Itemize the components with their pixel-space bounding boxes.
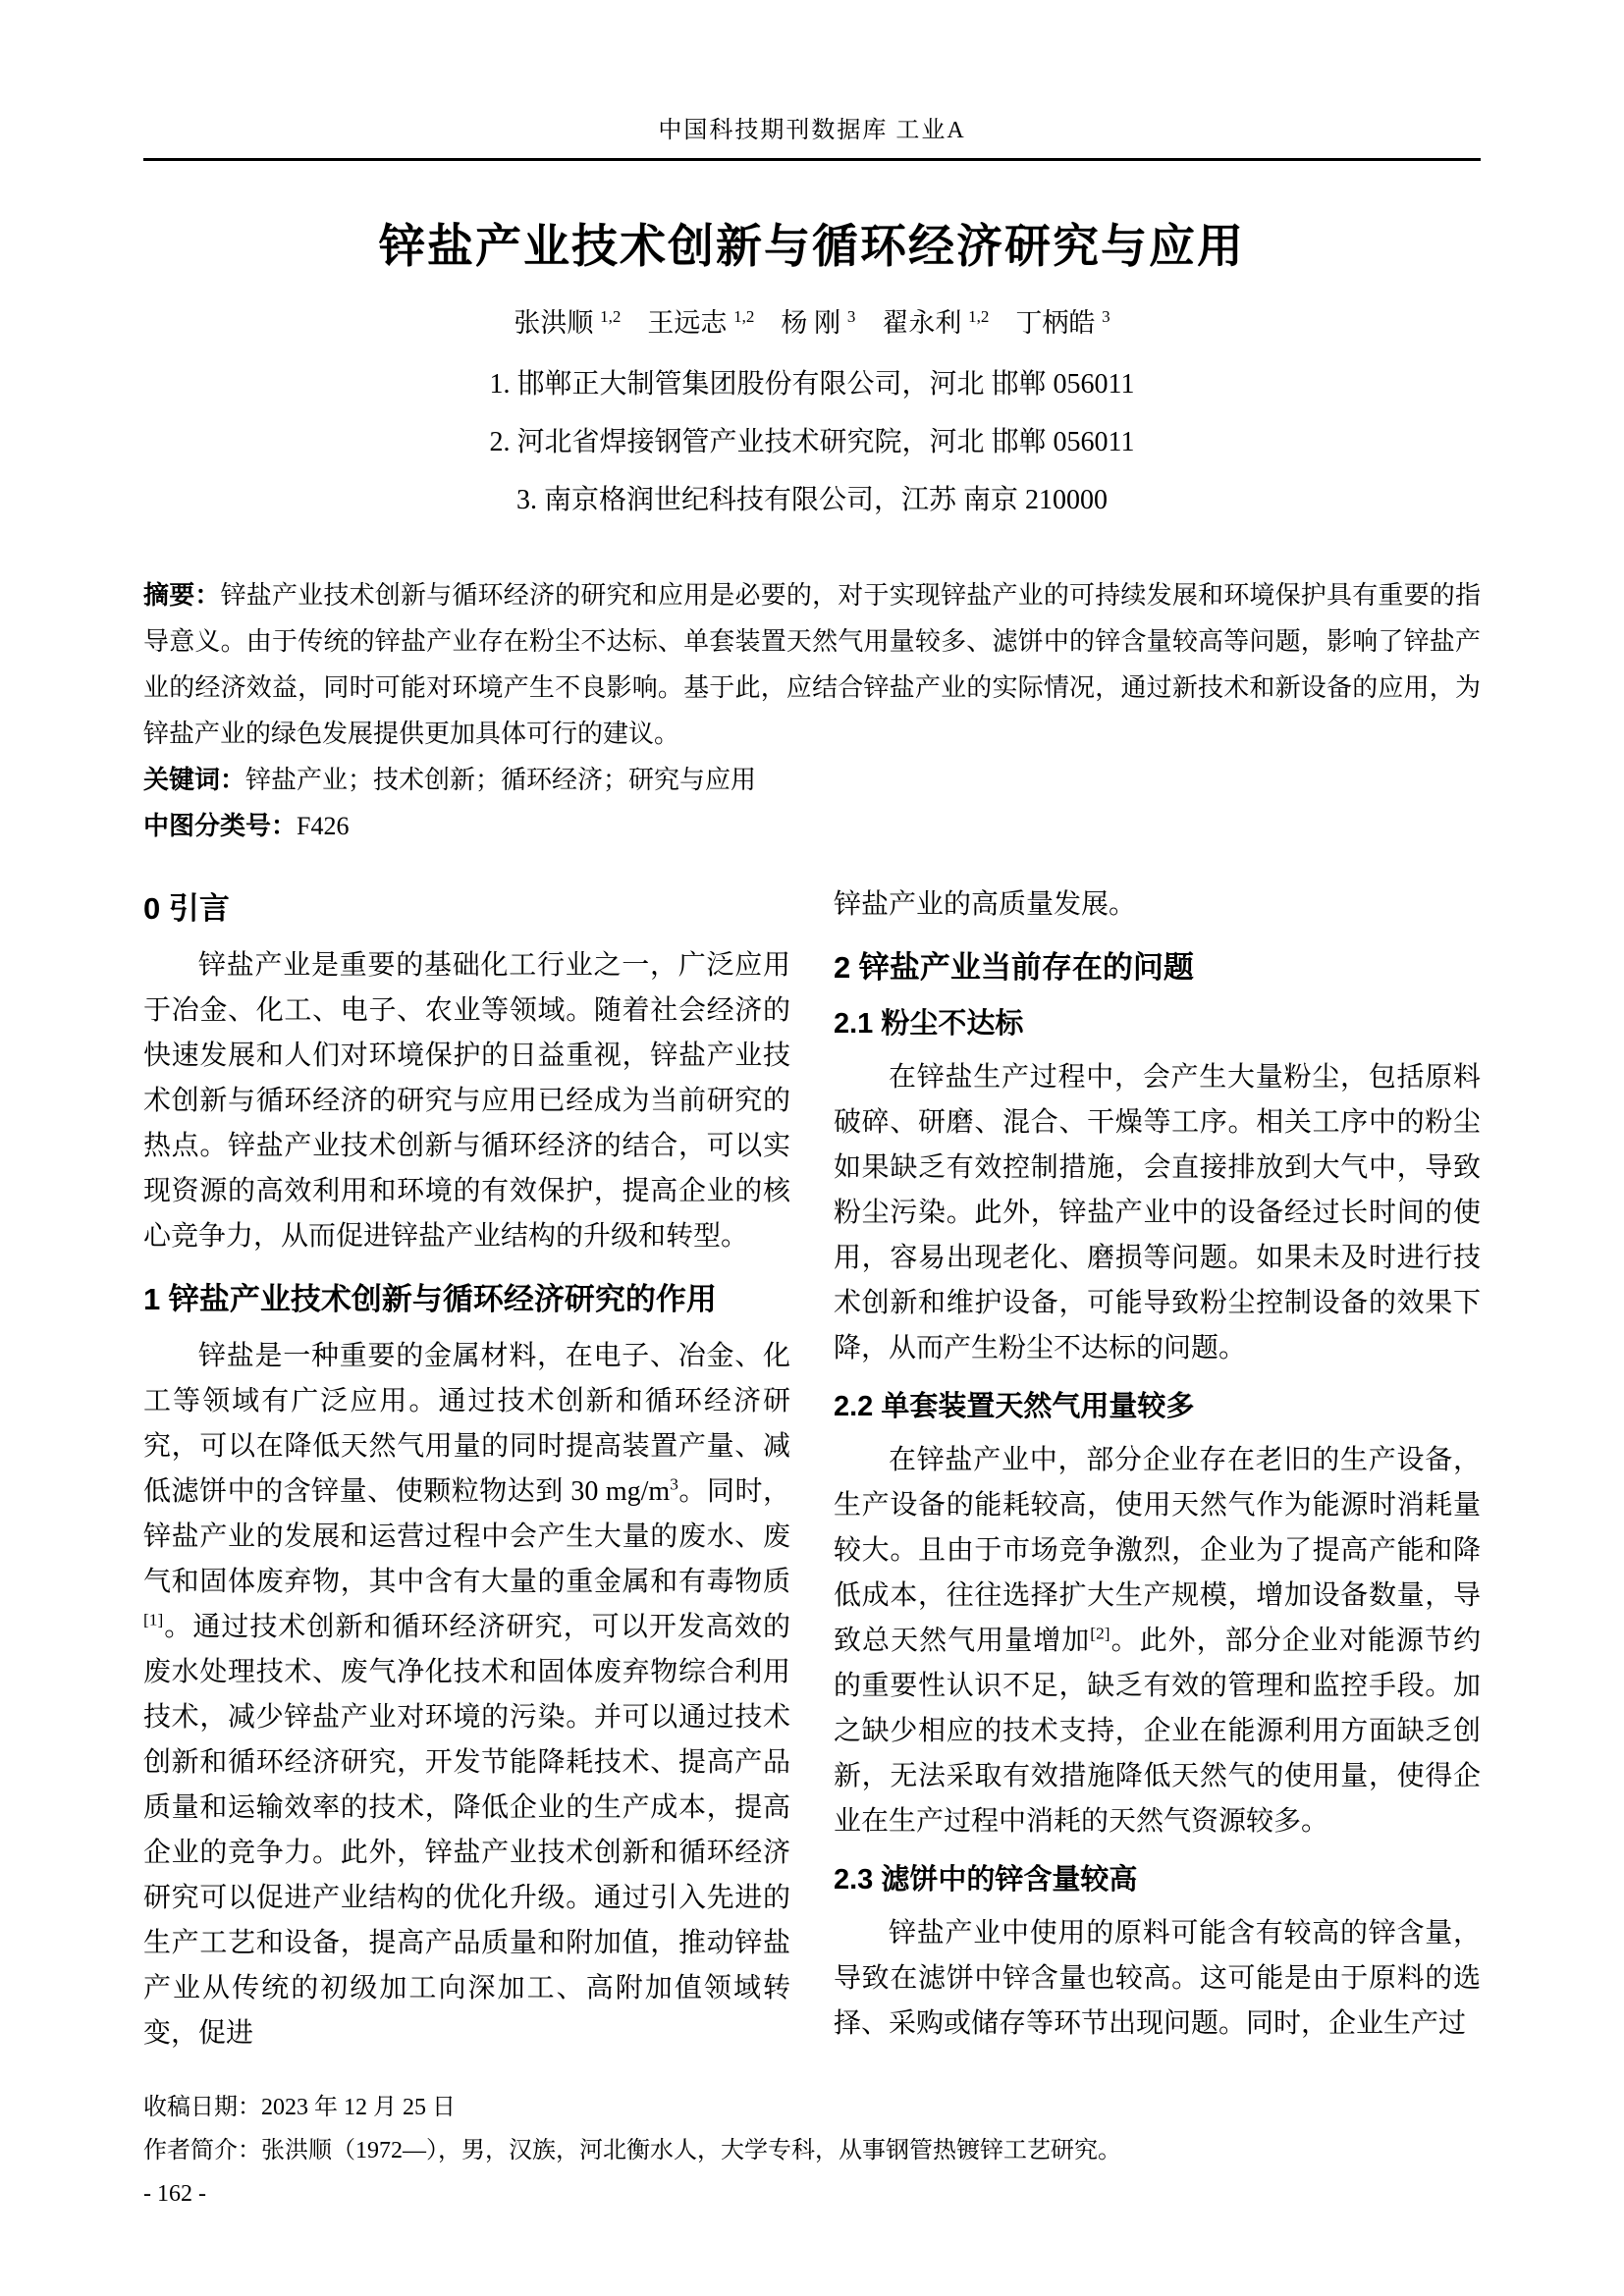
left-column — [143, 882, 790, 2056]
affiliation-list — [143, 355, 1481, 529]
abstract-block — [143, 572, 1481, 849]
affiliation-item: 1. 邯郸正大制管集团股份有限公司，河北 邯郸 056011 — [489, 369, 1135, 400]
keywords-text: 锌盐产业；技术创新；循环经济；研究与应用 — [245, 766, 757, 794]
page-number: - 162 - — [143, 2181, 206, 2207]
abstract-text: 锌盐产业技术创新与循环经济的研究和应用是必要的，对于实现锌盐产业的可持续发展和环境保护具有重要的指导意义。由于传统的锌盐产业存在粉尘不达标、单套装置天然气用量较多、滤饼中的锌含量较高等问题，影响了锌盐产业的经济效益，同时可能对环境产生不良影响。基于此，应结合锌盐产业的实际情况，通过新技术和新设备的应用，为锌盐产业的绿色发展提供更加具体可行的建议。 — [143, 581, 1481, 748]
subsection-heading-2-2: 2.2 单套装置天然气用量较多 — [834, 1391, 1195, 1422]
article-title: 锌盐产业技术创新与循环经济研究与应用 — [379, 220, 1245, 272]
section-heading-1: 1 锌盐产业技术创新与循环经济研究的作用 — [143, 1282, 717, 1316]
section-heading-2: 2 锌盐产业当前存在的问题 — [834, 950, 1194, 985]
section-heading-0: 0 引言 — [143, 891, 230, 926]
affiliation-item: 2. 河北省焊接钢管产业技术研究院，河北 邯郸 056011 — [489, 427, 1135, 457]
clc-value: F426 — [297, 812, 350, 840]
abstract-paragraph — [143, 572, 1481, 757]
article-page — [143, 0, 1481, 2216]
keywords-label: 关键词： — [143, 765, 246, 794]
received-date-line: 收稿日期：2023 年 12 月 25 日 — [143, 2095, 456, 2120]
author-line: 张洪顺 $^{1,2}$ 王远志 $^{1,2}$ 杨 刚 $^3$ 翟永利 $^{1,2}$ 丁柄皓 $^3$ — [514, 307, 1110, 338]
subsection-heading-2-3: 2.3 滤饼中的锌含量较高 — [834, 1864, 1138, 1896]
footnote-block — [143, 2086, 1481, 2216]
affiliation-item: 3. 南京格润世纪科技有限公司，江苏 南京 210000 — [515, 485, 1108, 515]
section2-2-paragraph: 在锌盐产业中，部分企业存在老旧的生产设备，生产设备的能耗较高，使用天然气作为能源时消耗量较大。且由于市场竞争激烈，企业为了提高产能和降低成本，往往选择扩大生产规模，增加设备数量，导致总天然气用量增加[2]。此外，部分企业对能源节约的重要性认识不足，缺乏有效的管理和监控手段。加之缺少相应的技术支持，企业在能源利用方面缺乏创新，无法采取有效措施降低天然气的使用量，使得企业在生产过程中消耗的天然气资源较多。 — [834, 1445, 1481, 1837]
header-divider — [143, 158, 1481, 161]
clc-label: 中图分类号： — [143, 811, 298, 840]
intro-paragraph: 锌盐产业是重要的基础化工行业之一，广泛应用于冶金、化工、电子、农业等领域。随着社会经济的快速发展和人们对环境保护的日益重视，锌盐产业技术创新与循环经济的研究与应用已经成为当前研究的热点。锌盐产业技术创新与循环经济的结合，可以实现资源的高效利用和环境的有效保护，提高企业的核心竞争力，从而促进锌盐产业结构的升级和转型。 — [143, 950, 790, 1252]
abstract-label: 摘要： — [143, 580, 221, 610]
section2-1-paragraph: 在锌盐生产过程中，会产生大量粉尘，包括原料破碎、研磨、混合、干燥等工序。相关工序中的粉尘如果缺乏有效控制措施，会直接排放到大气中，导致粉尘污染。此外，锌盐产业中的设备经过长时间的使用，容易出现老化、磨损等问题。如果未及时进行技术创新和维护设备，可能导致粉尘控制设备的效果下降，从而产生粉尘不达标的问题。 — [834, 1062, 1481, 1363]
section2-3-paragraph: 锌盐产业中使用的原料可能含有较高的锌含量，导致在滤饼中锌含量也较高。这可能是由于原料的选择、采购或储存等环节出现问题。同时，企业生产过 — [834, 1918, 1481, 2039]
continuation-paragraph: 锌盐产业的高质量发展。 — [834, 889, 1137, 920]
subsection-heading-2-1: 2.1 粉尘不达标 — [834, 1008, 1024, 1040]
clc-line — [143, 803, 1481, 849]
right-column — [834, 882, 1481, 2056]
two-column-body — [143, 882, 1481, 2056]
author-bio-line: 作者简介：张洪顺（1972—），男，汉族，河北衡水人，大学专科，从事钢管热镀锌工艺研究。 — [143, 2138, 1121, 2163]
section1-paragraph: 锌盐是一种重要的金属材料，在电子、冶金、化工等领域有广泛应用。通过技术创新和循环经济研究，可以在降低天然气用量的同时提高装置产量、减低滤饼中的含锌量、使颗粒物达到 30 $mg/m^3$。同时，锌盐产业的发展和运营过程中会产生大量的废水、废气和固体废弃物，其中含有大量的重金属和有毒物质[1]。通过技术创新和循环经济研究，可以开发高效的废水处理技术、废气净化技术和固体废弃物综合利用技术，减少锌盐产业对环境的污染。并可以通过技术创新和循环经济研究，开发节能降耗技术、提高产品质量和运输效率的技术，降低企业的生产成本，提高企业的竞争力。此外，锌盐产业技术创新和循环经济研究可以促进产业结构的优化升级。通过引入先进的生产工艺和设备，提高产品质量和附加值，推动锌盐产业从传统的初级加工向深加工、高附加值领域转变，促进 — [143, 1341, 790, 2049]
keywords-line — [143, 757, 1481, 803]
journal-header-line: 中国科技期刊数据库 工业A — [658, 118, 966, 143]
